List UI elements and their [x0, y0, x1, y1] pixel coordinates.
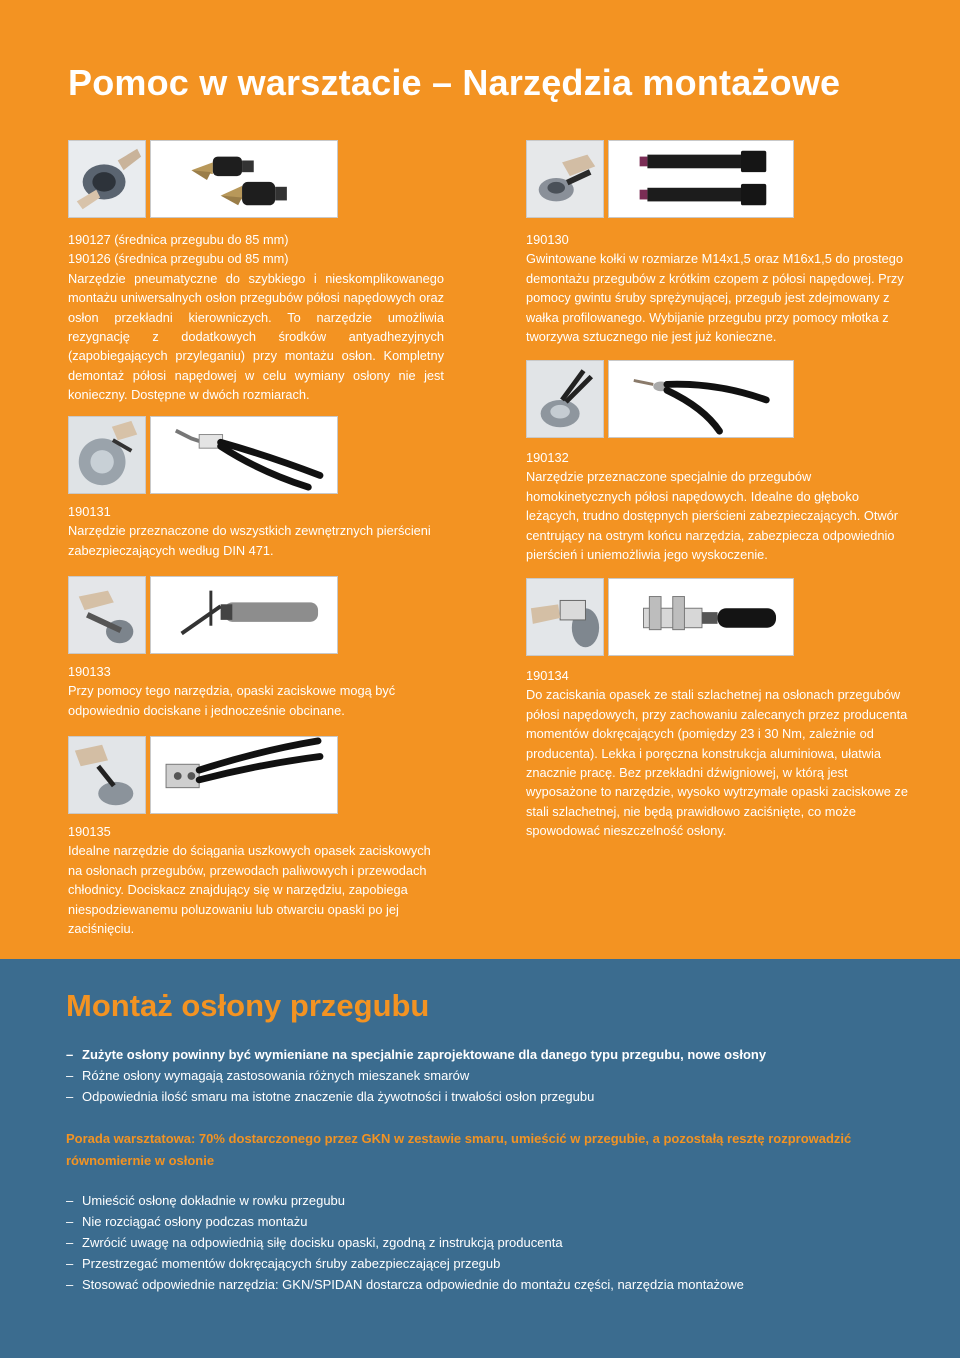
- photo-internal-pliers: [608, 360, 794, 438]
- tool-description: Do zaciskania opasek ze stali szlachetnej na osłonach przegubów półosi napędowych, przy zachowaniu zalecanych przez producenta momentów dokręcających (pomiędzy 23 i 30 Nm, zależnie od producenta). Lekka i poręczna konstrukcja aluminiowa, ułatwia znacznie pracę. Bez przekładni dźwigniowej, w którą jest wyposażone to narzędzie, wysoko wytrzymałe opaski zaciskowe ze stali szlachetnej, nie będą prawidłowo zaciśnięte, co może spowodować nieszczelność osłony.: [526, 687, 908, 839]
- internal-pliers-in-use-image: [527, 361, 603, 437]
- tool-code: 190135: [68, 824, 111, 839]
- tool-code: 190131: [68, 504, 111, 519]
- clamp-tool-image: [151, 577, 337, 653]
- assembly-steps: [66, 1190, 744, 1295]
- photo-pneumatic-tool-two-sizes: [150, 140, 338, 218]
- internal-pliers-image: [609, 361, 793, 437]
- tool-description: Przy pomocy tego narzędzia, opaski zaciskowe mogą być odpowiednio dociskane i jednocześnie obcinane.: [68, 683, 396, 718]
- photo-snap-ring-pliers-in-use: [68, 416, 146, 494]
- workshop-tip: Porada warsztatowa: 70% dostarczonego przez GKN w zestawie smaru, umieścić w przegubie, a pozostałą resztę rozprowadzić równomiernie w osłonie: [66, 1131, 852, 1168]
- tool-code: 190126 (średnica przegubu od 85 mm): [68, 251, 289, 267]
- tool-code: 190127 (średnica przegubu do 85 mm): [68, 232, 289, 247]
- photo-clamp-tool-in-use: [68, 576, 146, 654]
- page-title: Pomoc w warsztacie – Narzędzia montażowe: [68, 62, 841, 103]
- tool-code: 190133: [68, 664, 111, 679]
- joint-removal-image: [527, 141, 603, 217]
- list-item: – Nie rozciągać osłony podczas montażu: [66, 1211, 744, 1232]
- tool-190135-text: [68, 822, 444, 938]
- snap-ring-pliers-image: [151, 417, 337, 493]
- assembly-points: [66, 1044, 766, 1107]
- list-item: – Zużyte osłony powinny być wymieniane na specjalnie zaprojektowane dla danego typu przegubu, nowe osłony: [66, 1044, 766, 1065]
- photo-threaded-bolts: [608, 140, 794, 218]
- pneumatic-tool-in-use-image: [69, 141, 145, 217]
- tool-code: 190132: [526, 450, 569, 465]
- tool-190133-text: [68, 662, 444, 720]
- tool-description: Gwintowane kołki w rozmiarze M14x1,5 oraz M16x1,5 do prostego demontażu przegubów z krótkim czopem z półosi napędowej. Przy pomocy gwintu śruby sprężynującej, przegub jest zdejmowany z wałka profilowanego. Wybijanie przegubu przy pomocy młotka z tworzywa sztucznego nie jest już konieczne.: [526, 251, 904, 345]
- tool-190134-text: [526, 666, 908, 841]
- ear-clamp-pliers-image: [151, 737, 337, 813]
- tool-description: Narzędzie przeznaczone specjalnie do przegubów homokinetycznych półosi napędowych. Idealne do głęboko leżących, trudno dostępnych pierścieni zabezpieczających. Otwór centrujący na ostrym końcu narzędzia, zabezpiecza odpowiednio pierścień i uniemożliwia jego wyskoczenie.: [526, 469, 899, 563]
- list-item: – Odpowiednia ilość smaru ma istotne znaczenie dla żywotności i trwałości osłon przegubu: [66, 1086, 766, 1107]
- pneumatic-tool-image: [151, 141, 337, 217]
- list-item: – Różne osłony wymagają zastosowania różnych mieszanek smarów: [66, 1065, 766, 1086]
- tool-description: Narzędzie pneumatyczne do szybkiego i nieskomplikowanego montażu uniwersalnych osłon przegubów półosi napędowych oraz osłon przekładni kierowniczych. To narzędzie umożliwia rezygnację z dodatkowych środków antyadhezyjnych (zapobiegających przyleganiu) przy montażu osłon. Kompletny demontaż półosi napędowej w celu wymiany osłony nie jest konieczny. Dostępne w dwóch rozmiarach.: [68, 270, 444, 403]
- tool-190131-text: [68, 502, 444, 560]
- tool-code: 190134: [526, 668, 569, 683]
- assembly-title: Montaż osłony przegubu: [66, 988, 430, 1023]
- photo-crimp-tool: [608, 578, 794, 656]
- photo-pneumatic-tool-in-use: [68, 140, 146, 218]
- threaded-bolts-image: [609, 141, 793, 217]
- ear-clamp-in-use-image: [69, 737, 145, 813]
- snap-ring-in-use-image: [69, 417, 145, 493]
- list-item: – Zwrócić uwagę na odpowiednią siłę docisku opaski, zgodną z instrukcją producenta: [66, 1232, 744, 1253]
- clamp-tool-in-use-image: [69, 577, 145, 653]
- list-item: – Przestrzegać momentów dokręcających śruby zabezpieczającej przegub: [66, 1253, 744, 1274]
- tool-190130-text: [526, 230, 908, 346]
- tool-190132-text: [526, 448, 908, 564]
- tool-description: Idealne narzędzie do ściągania uszkowych opasek zaciskowych na osłonach przegubów, przewodach paliwowych i przewodach chłodnicy. Dociskacz znajdujący się w narzędziu, zapobiega niespodziewanemu poluzowaniu lub otwarciu opaski po jej zaciśnięciu.: [68, 843, 431, 937]
- list-item: – Umieścić osłonę dokładnie w rowku przegubu: [66, 1190, 744, 1211]
- crimp-tool-image: [609, 579, 793, 655]
- photo-clamp-tool: [150, 576, 338, 654]
- photo-crimp-tool-in-use: [526, 578, 604, 656]
- tool-190127-text: [68, 230, 444, 405]
- photo-internal-pliers-in-use: [526, 360, 604, 438]
- tool-code: 190130: [526, 232, 569, 247]
- list-item: – Stosować odpowiednie narzędzia: GKN/SPIDAN dostarcza odpowiednie do montażu części, narzędzia montażowe: [66, 1274, 744, 1295]
- tool-description: Narzędzie przeznaczone do wszystkich zewnętrznych pierścieni zabezpieczających według DIN 471.: [68, 523, 431, 558]
- photo-ear-clamp-pliers: [150, 736, 338, 814]
- photo-snap-ring-pliers: [150, 416, 338, 494]
- photo-joint-removal-in-use: [526, 140, 604, 218]
- photo-ear-clamp-pliers-in-use: [68, 736, 146, 814]
- crimp-tool-in-use-image: [527, 579, 603, 655]
